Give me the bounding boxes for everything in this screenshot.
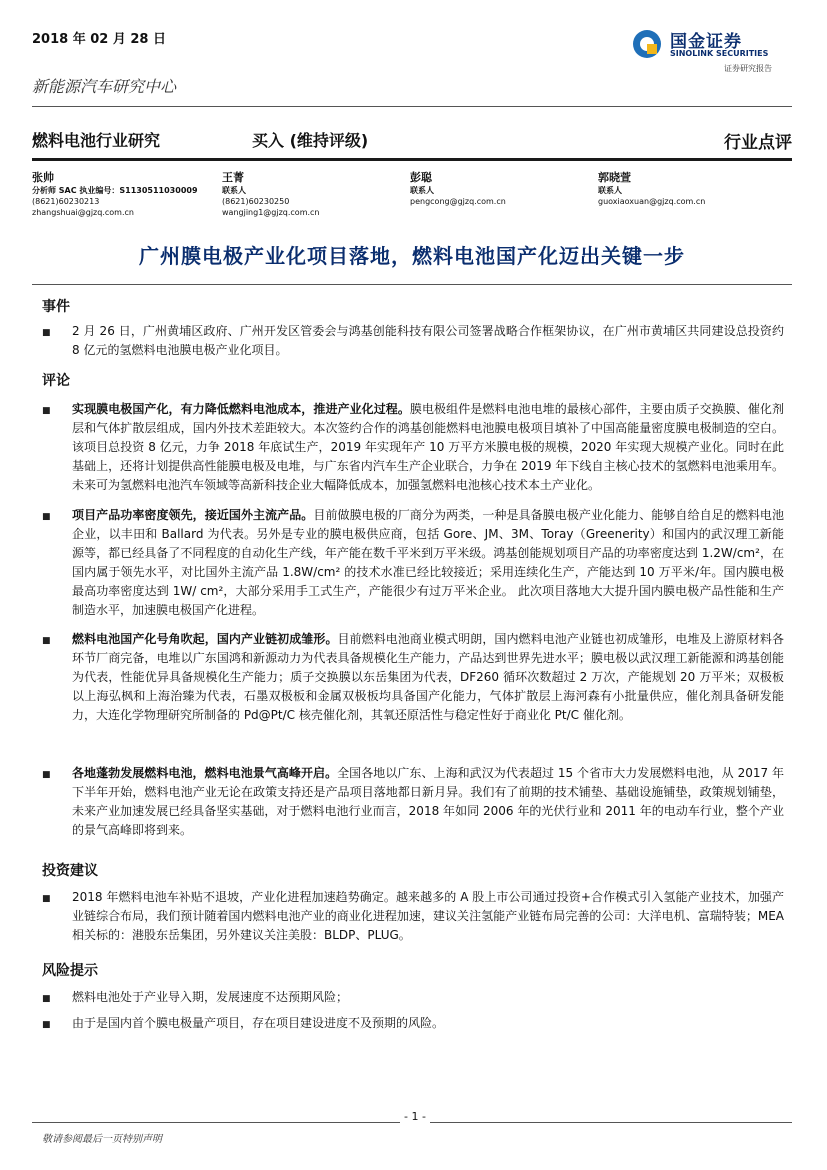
analyst-line: 分析师 SAC 执业编号：S1130511030009 (32, 186, 198, 195)
comment-lead: 实现膜电极国产化，有力降低燃料电池成本，推进产业化过程。 (72, 402, 410, 416)
title-divider (32, 158, 792, 161)
comment-body: 全国各地以广东、上海和武汉为代表超过 15 个省市大力发展燃料电池，从 2017 年下半年开始，燃料电池产业无论在政策支持还是产品项目落地都日新月异。我们有了前期的技术铺垫、基础设施铺垫，政策规划铺垫，未来产业加速发展已经具备坚实基础，对于燃料电池行业而言，2018 年如同 2006 年的光伏行业和 2011 年的电动车行业，整个产业的景气高峰即将到来。 (72, 766, 784, 837)
comment-body: 目前燃料电池商业模式明朗，国内燃料电池产业链也初成雏形，电堆及上游原材料各环节厂商完备，电堆以广东国鸿和新源动力为代表具备规模化生产能力，产品达到世界先进水平；膜电极以武汉理工新能源和鸿基创能为代表，性能优异具备规模化生产能力；质子交换膜以东岳集团为代表，DF260 循环次数超过 2 万次，产能规划 20 万平米；双极板以上海弘枫和上海治臻为代表，石墨双极板和金属双极板均具备国产化能力，气体扩散层上海河森有小批量供应，催化剂具备研发能力，大连化学物理研究所制备的 Pd@Pt/C 核壳催化剂，其氧还原活性与稳定性好于商业化 Pt/C 催化剂。 (72, 632, 784, 722)
analyst-email[interactable]: guoxiaoxuan@gjzq.com.cn (598, 197, 706, 206)
comment-body: 目前做膜电极的厂商分为两类，一种是具备膜电极产业化能力、能够自给自足的燃料电池企业，以丰田和 Ballard 为代表。另外是专业的膜电极供应商，包括 Gore、JM、3M、Toray（Greenerity）和国内的武汉理工新能源等，都已经具备了不同程度的自动化生产线，年产能在数千平米到万平米级。鸿基创能规划项目产品的功率密度达到 1.2W/cm²，在国内属于领先水平，对比国外主流产品 1.8W/cm² 的技术水准已经比较接近；采用连续化生产，产能达到 10 万平米/年。国内膜电极最高功率密度达到 1W/ cm²，大部分采用手工式生产，产能很少有过万平米企业。 此次项目落地大大提升国内膜电极产品性能和生产制造水平，加速膜电极国产化进程。 (72, 508, 784, 617)
comment-paragraph (72, 506, 784, 620)
logo-en-name: SINOLINK SECURITIES (670, 49, 769, 58)
bullet-icon: ■ (42, 636, 51, 646)
comment-paragraph (72, 630, 784, 725)
analyst-line: 联系人 (598, 186, 622, 195)
analyst-line: (8621)60230250 (222, 197, 290, 206)
analyst-line: (8621)60230213 (32, 197, 100, 206)
bullet-icon: ■ (42, 1020, 51, 1030)
bullet-icon: ■ (42, 994, 51, 1004)
analyst-email[interactable]: zhangshuai@gjzq.com.cn (32, 208, 134, 217)
analyst-block (32, 172, 198, 218)
advice-paragraph: 2018 年燃料电池车补贴不退坡，产业化进程加速趋势确定。越来越多的 A 股上市公司通过投资+合作模式引入氢能产业技术，加强产业链综合布局，我们预计随着国内燃料电池产业的商业化进程加速，建议关注氢能产业链布局完善的公司：大洋电机、富瑞特装；MEA 相关标的：港股东岳集团，另外建议关注美股：BLDP、PLUG。 (72, 890, 784, 942)
comment-paragraph (72, 764, 784, 840)
bullet-icon: ■ (42, 406, 51, 416)
comment-paragraph (72, 400, 784, 495)
risk-item: 燃料电池处于产业导入期，发展速度不达预期风险； (72, 990, 349, 1004)
comment-body: 膜电极组件是燃料电池电堆的最核心部件，主要由质子交换膜、催化剂层和气体扩散层组成，国内外技术差距较大。本次签约合作的鸿基创能燃料电池膜电极项目填补了中国高能量密度膜电极制造的空白。该项目总投资 8 亿元，力争 2018 年底试生产，2019 年实现年产 10 万平方米膜电极的规模，2020 年实现大规模产业化。同时在此基础上，还将计划提供高性能膜电极及电堆，与广东省内汽车生产企业联合，力争在 2019 年下线自主核心技术的氢燃料电池乘用车。未来可为氢燃料电池汽车领域等高新科技企业大幅降低成本，加强氢燃料电池核心技术本土产业化。 (72, 402, 784, 492)
analyst-name: 彭聪 (410, 171, 432, 184)
analyst-block (410, 172, 506, 207)
analyst-block (598, 172, 705, 207)
analyst-line: 联系人 (410, 186, 434, 195)
event-paragraph: 2 月 26 日，广州黄埔区政府、广州开发区管委会与鸿基创能科技有限公司签署战略合作框架协议，在广州市黄埔区共同建设总投资约 8 亿元的氢燃料电池膜电极产业化项目。 (72, 324, 784, 357)
industry-title: 燃料电池行业研究 (32, 131, 161, 150)
analyst-name: 王菁 (222, 171, 244, 184)
report-headline: 广州膜电极产业化项目落地，燃料电池国产化迈出关键一步 (139, 244, 685, 268)
bullet-icon: ■ (42, 512, 51, 522)
comment-lead: 项目产品功率密度领先，接近国外主流产品。 (72, 508, 314, 522)
logo-subtitle: 证券研究报告 (724, 64, 772, 73)
logo-cn-name: 国金证券 (670, 32, 742, 52)
bullet-icon: ■ (42, 770, 51, 780)
section-risk-heading: 风险提示 (42, 963, 98, 979)
analyst-email[interactable]: pengcong@gjzq.com.cn (410, 197, 506, 206)
comment-lead: 燃料电池国产化号角吹起，国内产业链初成雏形。 (72, 632, 338, 646)
bullet-icon: ■ (42, 328, 51, 338)
section-event-heading: 事件 (42, 299, 70, 315)
header-divider (32, 106, 792, 107)
bullet-icon: ■ (42, 894, 51, 904)
research-center: 新能源汽车研究中心 (32, 77, 177, 96)
analyst-email[interactable]: wangjing1@gjzq.com.cn (222, 208, 320, 217)
analyst-line: 联系人 (222, 186, 246, 195)
analyst-block (222, 172, 320, 218)
section-advice-heading: 投资建议 (42, 863, 98, 879)
rating-label: 买入 (维持评级) (252, 131, 369, 150)
report-date: 2018 年 02 月 28 日 (32, 32, 166, 47)
analyst-name: 郭晓萱 (598, 171, 631, 184)
disclaimer-note: 敬请参阅最后一页特别声明 (42, 1134, 162, 1145)
analyst-name: 张帅 (32, 171, 54, 184)
headline-divider (32, 284, 792, 285)
report-type: 行业点评 (724, 133, 792, 153)
sinolink-logo (632, 27, 792, 77)
section-comment-heading: 评论 (42, 373, 70, 389)
sinolink-logo-mark-icon (632, 29, 662, 59)
risk-item: 由于是国内首个膜电极量产项目，存在项目建设进度不及预期的风险。 (72, 1016, 445, 1030)
comment-lead: 各地蓬勃发展燃料电池，燃料电池景气高峰开启。 (72, 766, 338, 780)
page-number: - 1 - (400, 1110, 430, 1123)
